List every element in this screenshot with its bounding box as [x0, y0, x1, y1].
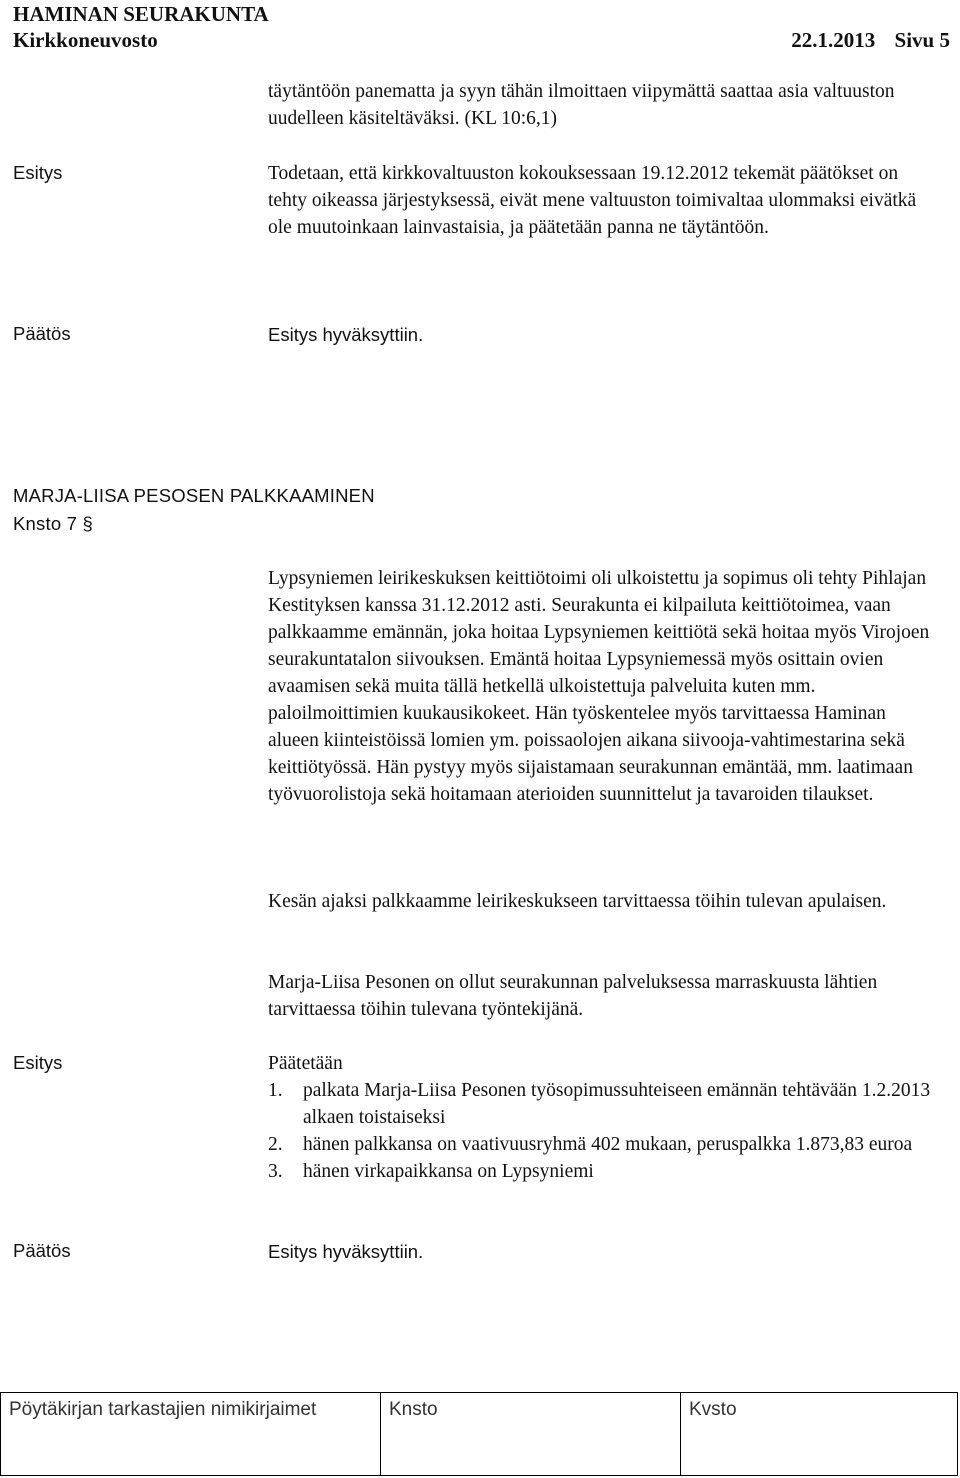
- list-item-text: hänen palkkansa on vaativuusryhmä 402 mukaan, peruspalkka 1.873,83 euroa: [303, 1134, 913, 1155]
- esitys-paragraph: Todetaan, että kirkkovaltuuston kokouksessaan 19.12.2012 tekemät päätökset on tehty oikeassa järjestyksessä, eivät mene valtuuston toimivaltaa ulommaksi eivätkä ole muutoinkaan lainvastaisia, ja päätetään panna ne täytäntöön.: [268, 163, 917, 238]
- esitys-label: Esitys: [13, 162, 63, 183]
- date-page: [791, 28, 950, 53]
- paatos-label-2: Päätös: [13, 1240, 71, 1261]
- document-date: 22.1.2013: [791, 28, 876, 52]
- paatos-text-2: Esitys hyväksyttiin.: [268, 1241, 424, 1262]
- document-body: Kirkkoneuvosto: [13, 28, 158, 52]
- signature-footer: [0, 1392, 958, 1476]
- list-item: [268, 1158, 938, 1185]
- proposal-block: [268, 1050, 938, 1185]
- esitys-label-2: Esitys: [13, 1052, 63, 1073]
- body-paragraph-1: Lypsyniemen leirikeskuksen keittiötoimi oli ulkoistettu ja sopimus oli tehty Pihlajan Kestityksen kanssa 31.12.2012 asti. Seurakunta ei kilpailuta keittiötoimea, vaan palkkaamme emännän, joka hoitaa Lypsyniemen keittiötä sekä hoitaa myös Virojoen seurakuntatalon siivouksen. Emäntä hoitaa Lypsyniemessä myös osittain ovien avaamisen sekä muita tällä hetkellä ulkoistettuja palveluita kuten mm. paloilmoittimien kuukausikokeet. Hän työskentelee myös tarvittaessa Haminan alueen kiinteistöissä lomien ym. poissaolojen aikana siivooja-vahtimestarina sekä keittiötyössä. Hän pystyy myös sijaistamaan seurakunnan emäntää, mm. laatimaan työvuorolistoja sekä hoitamaan aterioiden suunnittelut ja tavaroiden tilaukset.: [268, 568, 930, 805]
- continued-paragraph: täytäntöön panematta ja syyn tähän ilmoittaen viipymättä saattaa asia valtuuston uudelleen käsiteltäväksi. (KL 10:6,1): [268, 81, 895, 129]
- list-item: [268, 1131, 938, 1158]
- body-paragraph-3: Marja-Liisa Pesonen on ollut seurakunnan palveluksessa marraskuusta lähtien tarvittaessa töihin tulevana työntekijänä.: [268, 972, 878, 1020]
- list-item: [268, 1077, 938, 1131]
- section-number: Knsto 7 §: [13, 513, 93, 534]
- list-item-number: 3.: [268, 1161, 283, 1182]
- proposal-intro: Päätetään: [268, 1053, 343, 1074]
- list-item-text: hänen virkapaikkansa on Lypsyniemi: [303, 1161, 594, 1182]
- section-title: MARJA-LIISA PESOSEN PALKKAAMINEN: [13, 485, 375, 506]
- footer-cell-kvsto: Kvsto: [689, 1399, 737, 1420]
- proposal-list: [268, 1077, 938, 1185]
- list-item-text: palkata Marja-Liisa Pesonen työsopimussuhteiseen emännän tehtävään 1.2.2013 alkaen toistaiseksi: [303, 1080, 931, 1128]
- organization-name: HAMINAN SEURAKUNTA: [13, 2, 269, 26]
- page-number: Sivu 5: [894, 28, 950, 52]
- footer-cell-inspectors: Pöytäkirjan tarkastajien nimikirjaimet: [1, 1393, 381, 1475]
- body-paragraph-2: Kesän ajaksi palkkaamme leirikeskukseen tarvittaessa töihin tulevan apulaisen.: [268, 891, 887, 912]
- list-item-number: 1.: [268, 1080, 283, 1101]
- paatos-text: Esitys hyväksyttiin.: [268, 324, 424, 345]
- footer-cell-knsto: Knsto: [381, 1393, 681, 1475]
- list-item-number: 2.: [268, 1134, 283, 1155]
- paatos-label: Päätös: [13, 323, 71, 344]
